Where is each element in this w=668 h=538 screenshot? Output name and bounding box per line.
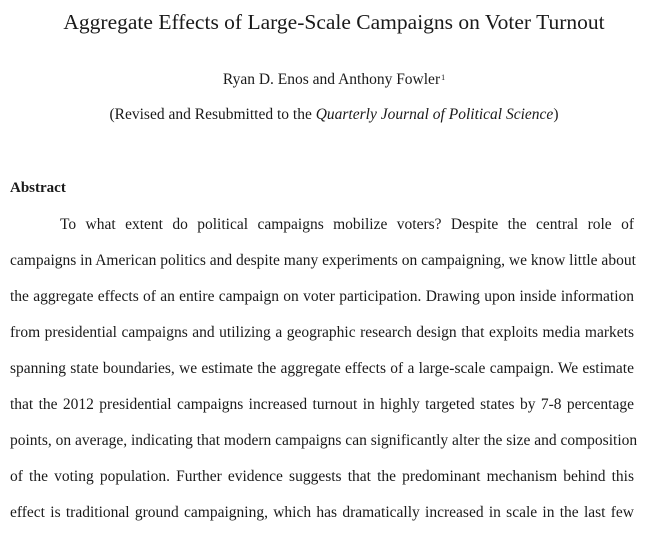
- abstract-line: that the 2012 presidential campaigns increased turnout in highly targeted states by 7-8 percentage: [10, 396, 634, 413]
- status-suffix: ): [553, 106, 559, 123]
- abstract-heading: Abstract: [10, 180, 66, 196]
- abstract-line: spanning state boundaries, we estimate the aggregate effects of a large-scale campaign. We estimate: [10, 360, 634, 377]
- paper-title: Aggregate Effects of Large-Scale Campaigns on Voter Turnout: [63, 10, 605, 34]
- journal-name: Quarterly Journal of Political Science: [315, 106, 554, 123]
- abstract-body: [10, 213, 638, 537]
- abstract-line: effect is traditional ground campaigning, which has dramatically increased in scale in the last few: [10, 504, 634, 521]
- abstract-line: from presidential campaigns and utilizing a geographic research design that exploits media markets: [10, 324, 634, 341]
- abstract-line: campaigns in American politics and despite many experiments on campaigning, we know little about: [10, 252, 636, 269]
- abstract-line: of the voting population. Further evidence suggests that the predominant mechanism behind this: [10, 468, 634, 485]
- author-footnote-mark: 1: [441, 73, 446, 82]
- paper-authors: [0, 70, 668, 90]
- abstract-line: To what extent do political campaigns mobilize voters? Despite the central role of: [60, 216, 634, 233]
- author-names: Ryan D. Enos and Anthony Fowler: [222, 71, 441, 88]
- status-prefix: (Revised and Resubmitted to the: [109, 106, 316, 123]
- abstract-line: points, on average, indicating that modern campaigns can significantly alter the size and composition: [10, 432, 638, 449]
- abstract-line: the aggregate effects of an entire campaign on voter participation. Drawing upon inside information: [10, 288, 634, 305]
- publication-status: [0, 105, 668, 125]
